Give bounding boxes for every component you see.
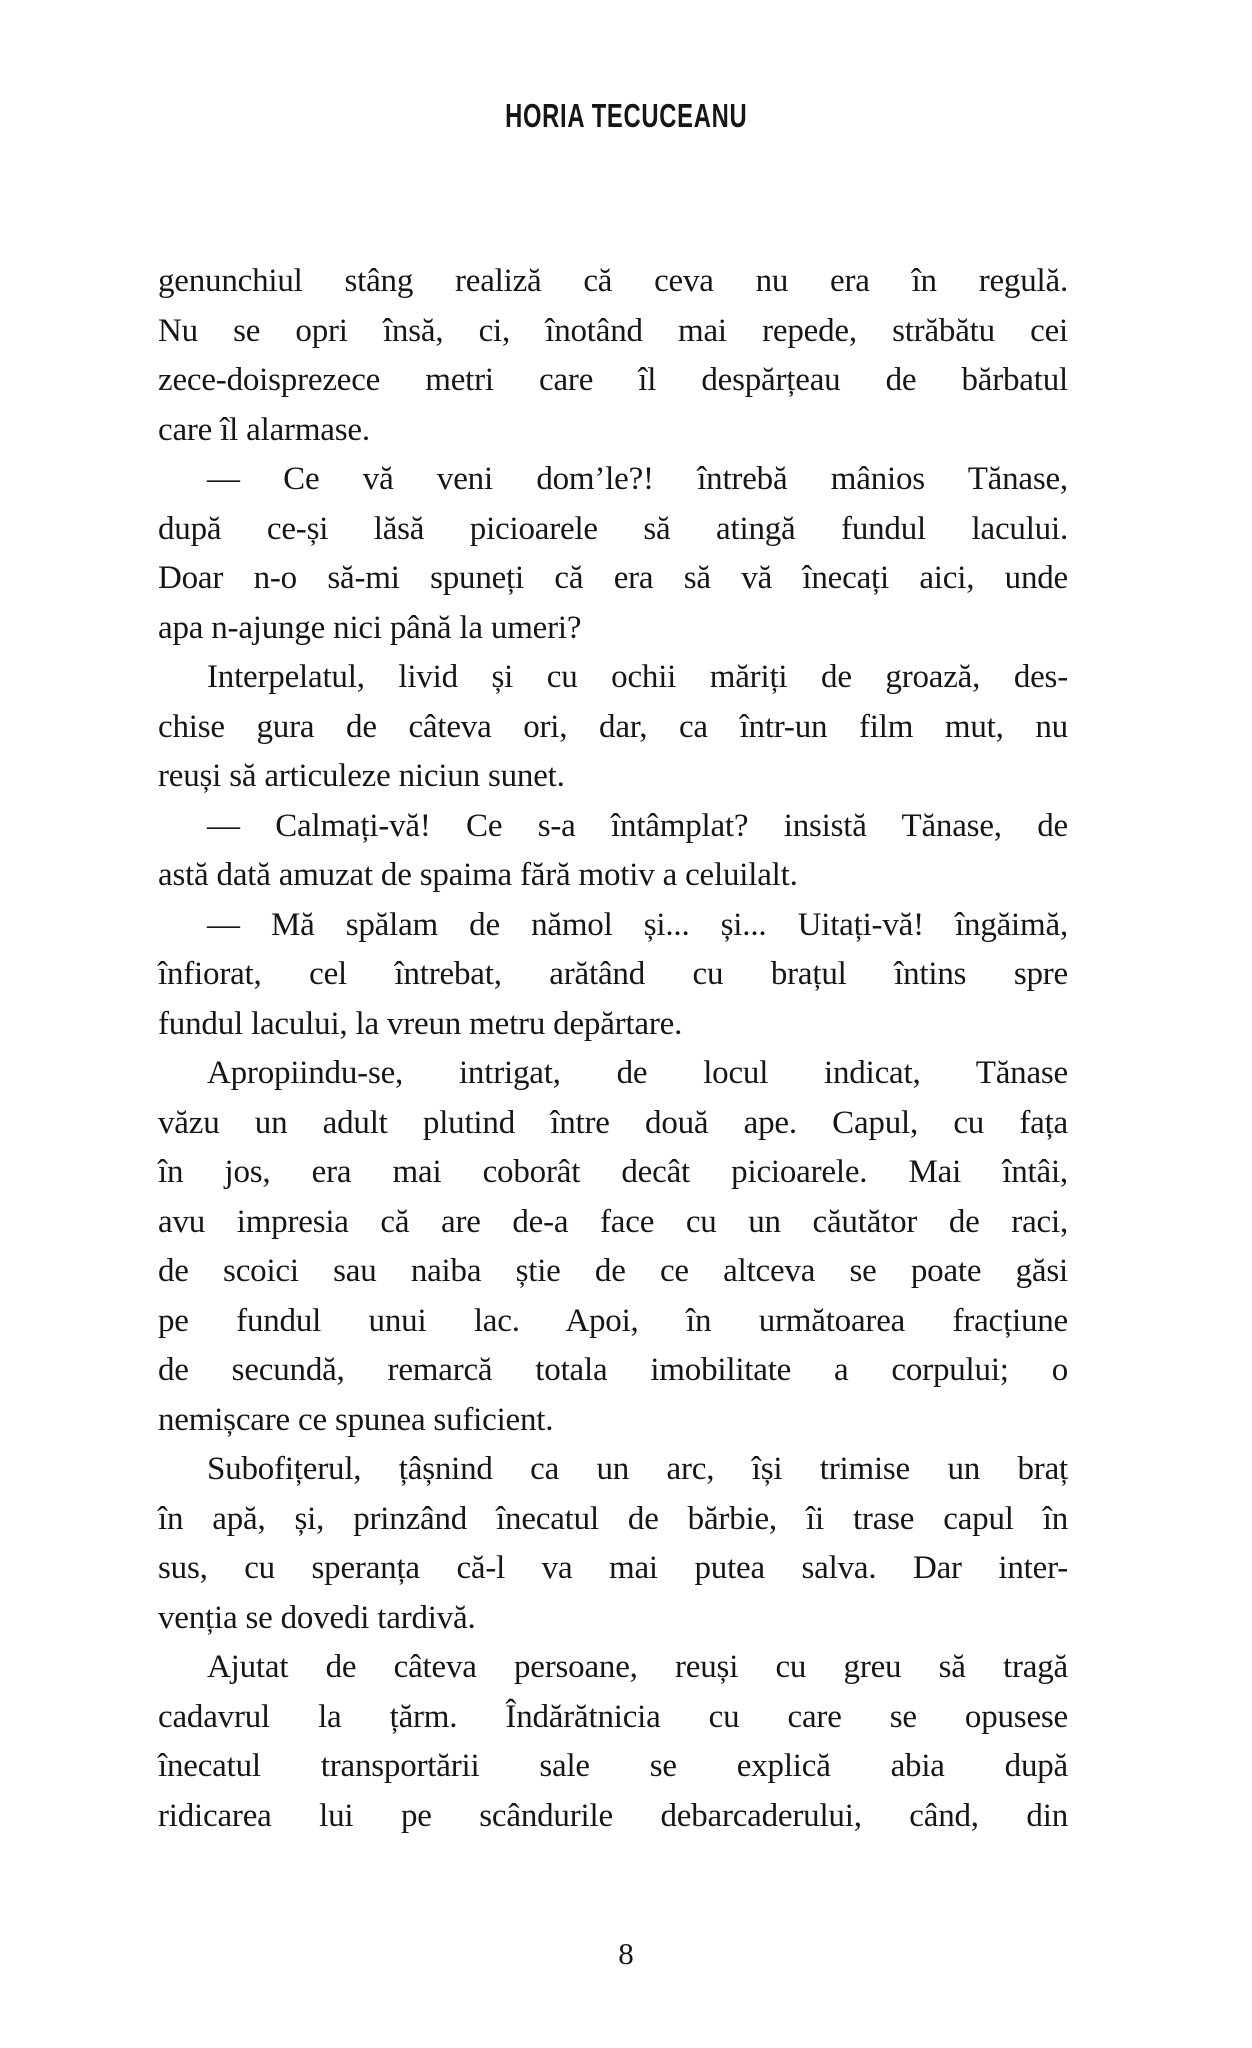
text-line: sus, cu speranța că-l va mai putea salva. Dar inter-	[158, 1550, 1068, 1586]
text-line: Nu se opri însă, ci, înotând mai repede, străbătu cei	[158, 312, 1068, 349]
text-line: — Ce vă veni dom’le?! întrebă mânios Tănase,	[207, 461, 1068, 497]
paragraph	[158, 802, 1068, 901]
text-line: cadavrul la țărm. Îndărătnicia cu care se opusese	[158, 1698, 1068, 1735]
paragraph	[158, 455, 1068, 653]
text-line: Subofițerul, țâșnind ca un arc, își trimise un braț	[207, 1451, 1068, 1487]
text-line: ridicarea lui pe scândurile debarcaderului, când, din	[158, 1797, 1068, 1834]
text-line: — Calmați-vă! Ce s-a întâmplat? insistă Tănase, de	[207, 807, 1068, 844]
running-header	[0, 98, 1252, 134]
text-line: genunchiul stâng realiză că ceva nu era în regulă.	[158, 263, 1068, 299]
text-line: care îl alarmase.	[158, 411, 370, 448]
paragraph	[158, 1049, 1068, 1445]
text-line: reuși să articuleze niciun sunet.	[158, 758, 565, 794]
text-line: Doar n-o să-mi spuneți că era să vă înecați aici, unde	[158, 560, 1068, 596]
text-line: Interpelatul, livid și cu ochii măriți de groază, des-	[207, 659, 1068, 695]
text-line: zece-doisprezece metri care îl despărțeau de bărbatul	[158, 362, 1068, 398]
paragraph	[158, 653, 1068, 802]
text-line: înecatul transportării sale se explică abia după	[158, 1748, 1068, 1784]
text-line: de scoici sau naiba știe de ce altceva se poate găsi	[158, 1253, 1068, 1289]
text-line: în jos, era mai coborât decât picioarele. Mai întâi,	[158, 1154, 1068, 1190]
page-number: 8	[618, 1936, 634, 1971]
text-line: nemișcare ce spunea suficient.	[158, 1401, 554, 1438]
text-line: astă dată amuzat de spaima fără motiv a celuilalt.	[158, 857, 798, 893]
text-block	[158, 257, 1068, 1841]
paragraph	[158, 1445, 1068, 1643]
text-line: — Mă spălam de nămol și... și... Uitați-vă! îngăimă,	[207, 906, 1068, 943]
paragraph	[158, 1643, 1068, 1841]
text-line: în apă, și, prinzând înecatul de bărbie, îi trase capul în	[158, 1500, 1068, 1537]
text-line: după ce-și lăsă picioarele să atingă fundul lacului.	[158, 510, 1068, 547]
paragraph	[158, 901, 1068, 1050]
text-line: avu impresia că are de-a face cu un căutător de raci,	[158, 1203, 1068, 1240]
text-line: Apropiindu-se, intrigat, de locul indicat, Tănase	[207, 1055, 1068, 1091]
text-line: chise gura de câteva ori, dar, ca într-un film mut, nu	[158, 708, 1068, 745]
text-line: înfiorat, cel întrebat, arătând cu brațul întins spre	[158, 956, 1068, 992]
text-line: de secundă, remarcă totala imobilitate a corpului; o	[158, 1352, 1068, 1388]
text-line: apa n-ajunge nici până la umeri?	[158, 609, 582, 646]
paragraph	[158, 257, 1068, 455]
text-line: văzu un adult plutind între două ape. Capul, cu fața	[158, 1104, 1068, 1141]
running-header-title: HORIA TECUCEANU	[504, 97, 748, 134]
text-line: pe fundul unui lac. Apoi, în următoarea fracțiune	[158, 1302, 1068, 1339]
text-line: venția se dovedi tardivă.	[158, 1599, 476, 1636]
text-line: fundul lacului, la vreun metru depărtare.	[158, 1005, 683, 1042]
text-line: Ajutat de câteva persoane, reuși cu greu să tragă	[207, 1649, 1068, 1685]
